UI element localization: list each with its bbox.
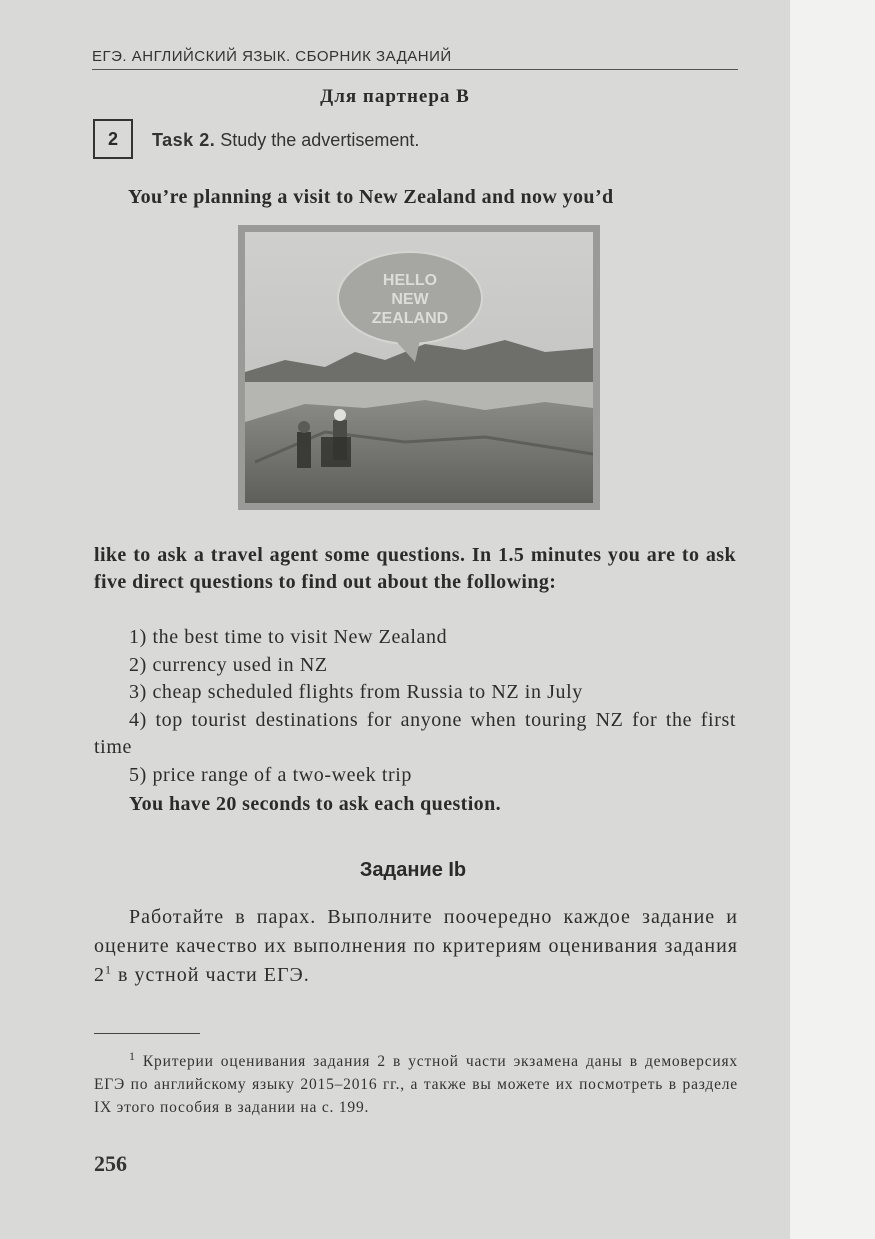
advertisement-image (245, 232, 593, 503)
task-label: Task 2. (152, 130, 216, 150)
task-number-box: 2 (93, 119, 133, 159)
section-paragraph (94, 903, 738, 990)
task-instruction (152, 130, 419, 151)
advertisement-photo (238, 225, 600, 510)
running-header: ЕГЭ. АНГЛИЙСКИЙ ЯЗЫК. СБОРНИК ЗАДАНИЙ (92, 48, 452, 65)
footnote-text: Критерии оценивания задания 2 в устной части экзамена даны в демоверсиях ЕГЭ по английскому языку 2015–2016 гг., а также вы можете их посмотреть в разделе IX этого пособия в задании на с. 199. (94, 1053, 738, 1116)
task-instruction-text: Study the advertisement. (220, 130, 420, 150)
list-item: 1) the best time to visit New Zealand (129, 626, 448, 648)
section-paragraph-end: в устной части ЕГЭ. (112, 964, 310, 986)
list-item: 4) top tourist destinations for anyone when touring NZ for the first time (94, 708, 736, 758)
list-item: 5) price range of a two-week trip (129, 763, 413, 786)
section-paragraph-text: Работайте в парах. Выполните поочередно каждое задание и оцените качество их выполнения по критериям оценивания задания 2 (94, 906, 738, 986)
list-item: 2) currency used in NZ (129, 653, 328, 676)
page-number: 256 (94, 1151, 127, 1176)
intro-line: You’re planning a visit to New Zealand and now you’d (128, 186, 614, 208)
footnote-rule (94, 1033, 200, 1034)
question-list (94, 624, 736, 789)
section-title: Задание Ib (359, 859, 467, 881)
partner-heading: Для партнера B (320, 86, 470, 107)
list-item: 3) cheap scheduled flights from Russia to NZ in July (129, 681, 583, 703)
scan-margin (790, 0, 875, 1239)
footnote-marker: 1 (129, 1048, 136, 1063)
footnote-reference[interactable]: 1 (105, 962, 112, 977)
header-rule (92, 69, 738, 70)
balloon-line-2: NEW (391, 291, 429, 308)
balloon-line-1: HELLO (382, 272, 438, 289)
footnote (94, 1050, 738, 1119)
balloon-line-3: ZEALAND (371, 310, 449, 327)
body-text: like to ask a travel agent some questions. In 1.5 minutes you are to ask five direct questions to find out about the following: (94, 544, 736, 593)
closing-line: You have 20 seconds to ask each question. (129, 793, 502, 815)
